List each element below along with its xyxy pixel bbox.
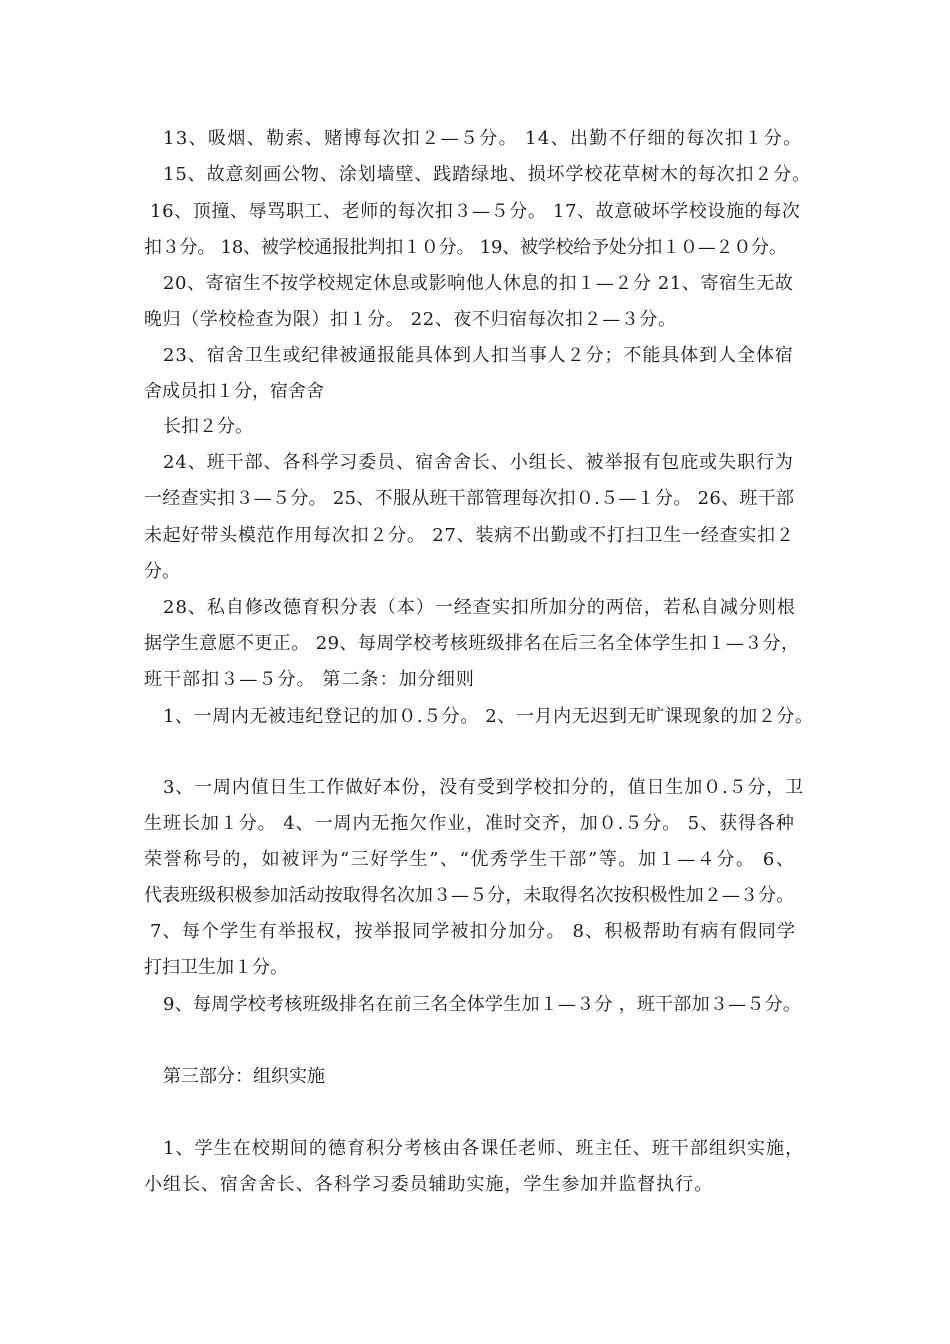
- paragraph-line: 23、宿舍卫生或纪律被通报能具体到人扣当事人２分；不能具体到人全体宿: [163, 345, 794, 366]
- paragraph-line: 7、每个学生有举报权，按举报同学被扣分加分。 8、积极帮助有病有假同学: [150, 921, 797, 942]
- paragraph-line: 荣誉称号的，如被评为“三好学生”、“优秀学生干部”等。加１—４分。 6、: [144, 849, 796, 870]
- paragraph-line: 24、班干部、各科学习委员、宿舍舍长、小组长、被举报有包庇或失职行为: [163, 452, 794, 473]
- paragraph-line: 未起好带头模范作用每次扣２分。 27、装病不出勤或不打扫卫生一经查实扣２: [144, 525, 795, 546]
- paragraph-line: 班干部扣３—５分。 第二条：加分细则: [144, 669, 475, 690]
- paragraph-line: 20、寄宿生不按学校规定休息或影响他人休息的扣１—２分 21、寄宿生无故: [163, 273, 794, 294]
- paragraph-line: 打扫卫生加１分。: [144, 957, 288, 978]
- paragraph-line: 据学生意愿不更正。 29、每周学校考核班级排名在后三名全体学生扣１—３分，: [144, 633, 800, 654]
- paragraph-line: 分。: [144, 561, 180, 582]
- paragraph-line: 第三部分：组织实施: [163, 1066, 325, 1087]
- paragraph-line: 9、每周学校考核班级排名在前三名全体学生加１—３分 ，班干部加３—５分。: [163, 994, 802, 1015]
- paragraph-line: 13、吸烟、勒索、赌博每次扣２—５分。 14、出勤不仔细的每次扣１分。: [163, 128, 803, 149]
- paragraph-line: 长扣２分。: [163, 416, 253, 437]
- paragraph-line: 晚归（学校检查为限）扣１分。 22、夜不归宿每次扣２—３分。: [144, 309, 677, 330]
- paragraph-line: 1、一周内无被违纪登记的加０.５分。 2、一月内无迟到无旷课现象的加２分。: [163, 706, 814, 727]
- paragraph-line: 15、故意刻画公物、涂划墙壁、践踏绿地、损坏学校花草树木的每次扣２分。: [163, 164, 812, 185]
- paragraph-line: 一经查实扣３—５分。 25、不服从班干部管理每次扣０.５—１分。 26、班干部: [144, 488, 795, 509]
- paragraph-line: 16、顶撞、辱骂职工、老师的每次扣３—５分。 17、故意破坏学校设施的每次: [150, 201, 801, 222]
- paragraph-line: 1、学生在校期间的德育积分考核由各课任老师、班主任、班干部组织实施，: [163, 1138, 805, 1159]
- paragraph-line: 舍成员扣１分，宿舍舍: [144, 381, 324, 402]
- paragraph-line: 生班长加１分。 4、一周内无拖欠作业，准时交齐，加０.５分。 5、获得各种: [144, 813, 795, 834]
- paragraph-line: 3、一周内值日生工作做好本份，没有受到学校扣分的，值日生加０.５分，卫: [163, 777, 804, 798]
- paragraph-line: 代表班级积极参加活动按取得名次加３—５分，未取得名次按积极性加２—３分。: [144, 885, 795, 906]
- paragraph-line: 小组长、宿舍舍长、各科学习委员辅助实施，学生参加并监督执行。: [144, 1174, 714, 1195]
- paragraph-line: 28、私自修改德育积分表（本）一经查实扣所加分的两倍，若私自减分则根: [163, 597, 796, 618]
- paragraph-line: 扣３分。 18、被学校通报批判扣１０分。 19、被学校给予处分扣１０—２０分。: [144, 237, 787, 258]
